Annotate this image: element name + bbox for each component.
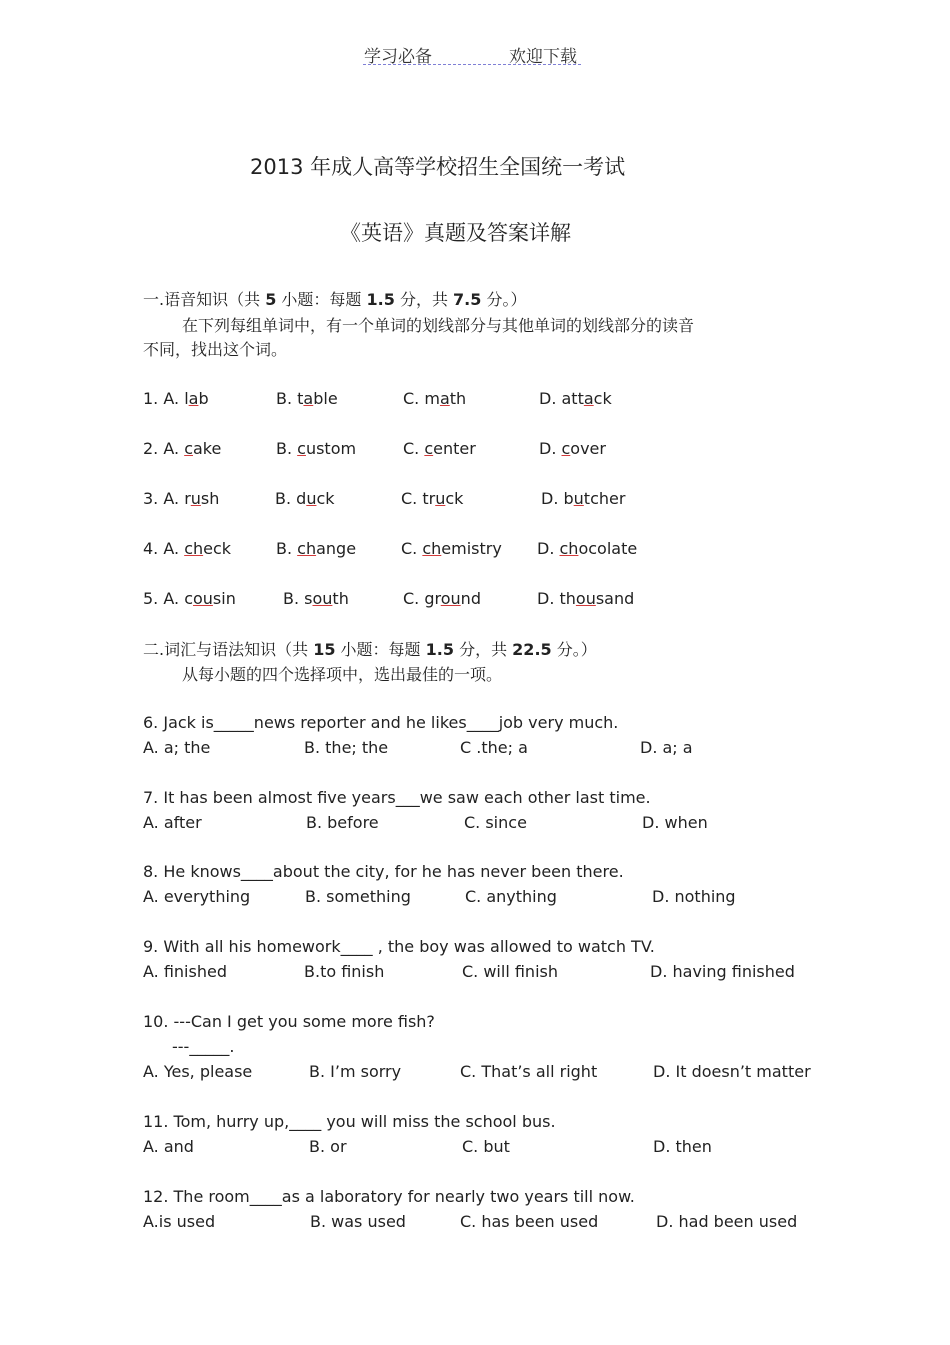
option-text: ocolate	[578, 539, 638, 558]
answer-option: C. anything	[465, 887, 557, 906]
underlined-letters: c	[561, 439, 571, 458]
underlined-letters: a	[439, 389, 450, 408]
underlined-letters: ch	[184, 539, 204, 558]
phonetic-option	[143, 389, 209, 408]
phonetic-option	[537, 539, 637, 558]
answer-option: D. having finished	[650, 962, 795, 981]
option-text: 2. A.	[143, 439, 185, 458]
answer-option: C. will finish	[462, 962, 558, 981]
underlined-letters: ch	[559, 539, 579, 558]
option-text: 4. A.	[143, 539, 185, 558]
option-text: ble	[313, 389, 338, 408]
answer-option: D. It doesn’t matter	[653, 1062, 811, 1081]
phonetic-option	[143, 589, 236, 608]
answer-option: B. the; the	[304, 738, 389, 757]
phonetic-option	[539, 439, 606, 458]
section1-instruction-cont: 不同，找出这个词。	[143, 340, 288, 359]
option-text: D.	[537, 539, 560, 558]
phonetic-option	[539, 389, 612, 408]
option-text: ck	[445, 489, 464, 508]
phonetic-option	[143, 439, 221, 458]
underlined-letters: ch	[297, 539, 317, 558]
phonetic-option	[401, 539, 502, 558]
option-text: enter	[433, 439, 476, 458]
option-text: D. b	[541, 489, 574, 508]
option-text: sh	[200, 489, 220, 508]
option-text: ustom	[305, 439, 357, 458]
page-subtitle: 《英语》真题及答案详解	[340, 221, 571, 245]
underlined-letters: u	[306, 489, 317, 508]
option-text: tcher	[583, 489, 626, 508]
question-stem: 7. It has been almost five years___we saw each other last time.	[143, 788, 651, 807]
answer-option: D. nothing	[652, 887, 736, 906]
option-text: ake	[192, 439, 222, 458]
question-stem: 9. With all his homework____ , the boy was allowed to watch TV.	[143, 937, 655, 956]
answer-option: A. Yes, please	[143, 1062, 253, 1081]
option-text: th	[449, 389, 467, 408]
phonetic-option	[276, 389, 338, 408]
answer-option: C. since	[464, 813, 527, 832]
question-stem: 6. Jack is_____news reporter and he likes____job very much.	[143, 713, 619, 732]
header-underline	[363, 64, 581, 65]
option-text: C. tr	[401, 489, 436, 508]
phonetic-option	[283, 589, 349, 608]
underlined-letters: c	[424, 439, 434, 458]
option-text: C.	[403, 439, 425, 458]
answer-option: C. That’s all right	[460, 1062, 598, 1081]
answer-option: C. has been used	[460, 1212, 599, 1231]
answer-option: A. finished	[143, 962, 227, 981]
option-text: B. t	[276, 389, 304, 408]
option-text: C. m	[403, 389, 440, 408]
question-stem-reply: ---_____.	[172, 1037, 235, 1056]
answer-option: B. before	[306, 813, 379, 832]
option-text: D. att	[539, 389, 584, 408]
underlined-letters: c	[297, 439, 306, 458]
phonetic-option	[403, 439, 476, 458]
option-text: 3. A. r	[143, 489, 191, 508]
option-text: over	[570, 439, 606, 458]
answer-option: D. had been used	[656, 1212, 798, 1231]
option-text: ange	[316, 539, 357, 558]
section1-instruction: 在下列每组单词中，有一个单词的划线部分与其他单词的划线部分的读音	[182, 316, 695, 335]
phonetic-option	[143, 489, 219, 508]
question-stem: 12. The room____as a laboratory for nearly two years till now.	[143, 1187, 635, 1206]
underlined-letters: u	[573, 489, 584, 508]
underlined-letters: c	[184, 439, 193, 458]
answer-option: B. was used	[310, 1212, 406, 1231]
option-text: ck	[593, 389, 612, 408]
answer-option: B.to finish	[304, 962, 385, 981]
option-text: eck	[203, 539, 232, 558]
option-text: C. gr	[403, 589, 441, 608]
answer-option: A. after	[143, 813, 202, 832]
phonetic-option	[541, 489, 625, 508]
answer-option: B. or	[309, 1137, 347, 1156]
phonetic-option	[403, 389, 466, 408]
section2-heading: 二.词汇与语法知识（共 15 小题：每题 1.5 分，共 22.5 分。）	[143, 640, 597, 659]
underlined-letters: ch	[422, 539, 442, 558]
phonetic-option	[537, 589, 634, 608]
phonetic-option	[401, 489, 463, 508]
answer-option: A.is used	[143, 1212, 216, 1231]
phonetic-option	[275, 489, 335, 508]
option-text: th	[332, 589, 349, 608]
underlined-letters: a	[188, 389, 199, 408]
answer-option: C. but	[462, 1137, 510, 1156]
option-text: 1. A. l	[143, 389, 189, 408]
underlined-letters: u	[190, 489, 201, 508]
phonetic-option	[276, 439, 356, 458]
header-right: 欢迎下载	[509, 47, 577, 67]
answer-option: D. then	[653, 1137, 712, 1156]
underlined-letters: a	[303, 389, 314, 408]
option-text: C.	[401, 539, 423, 558]
answer-option: A. and	[143, 1137, 194, 1156]
option-text: sin	[212, 589, 236, 608]
phonetic-option	[403, 589, 481, 608]
option-text: ck	[316, 489, 335, 508]
option-text: nd	[460, 589, 481, 608]
underlined-letters: ou	[575, 589, 596, 608]
underlined-letters: u	[435, 489, 446, 508]
section2-instruction: 从每小题的四个选择项中，选出最佳的一项。	[182, 665, 503, 684]
page-title: 2013 年成人高等学校招生全国统一考试	[250, 155, 626, 179]
question-stem: 11. Tom, hurry up,____ you will miss the school bus.	[143, 1112, 556, 1131]
option-text: b	[198, 389, 209, 408]
option-text: B. d	[275, 489, 307, 508]
underlined-letters: a	[583, 389, 594, 408]
answer-option: C .the; a	[460, 738, 528, 757]
answer-option: D. a; a	[640, 738, 693, 757]
answer-option: A. everything	[143, 887, 251, 906]
question-stem: 10. ---Can I get you some more fish?	[143, 1012, 435, 1031]
option-text: emistry	[441, 539, 502, 558]
option-text: B.	[276, 439, 298, 458]
option-text: B.	[276, 539, 298, 558]
option-text: B. s	[283, 589, 313, 608]
underlined-letters: ou	[312, 589, 333, 608]
answer-option: B. I’m sorry	[309, 1062, 402, 1081]
option-text: sand	[595, 589, 635, 608]
section1-heading: 一.语音知识（共 5 小题：每题 1.5 分，共 7.5 分。）	[143, 290, 527, 309]
option-text: 5. A. c	[143, 589, 193, 608]
option-text: D. th	[537, 589, 576, 608]
answer-option: B. something	[305, 887, 411, 906]
underlined-letters: ou	[192, 589, 213, 608]
question-stem: 8. He knows____about the city, for he has never been there.	[143, 862, 624, 881]
option-text: D.	[539, 439, 562, 458]
answer-option: A. a; the	[143, 738, 211, 757]
phonetic-option	[143, 539, 231, 558]
answer-option: D. when	[642, 813, 708, 832]
header-left: 学习必备	[364, 47, 432, 67]
phonetic-option	[276, 539, 356, 558]
underlined-letters: ou	[440, 589, 461, 608]
